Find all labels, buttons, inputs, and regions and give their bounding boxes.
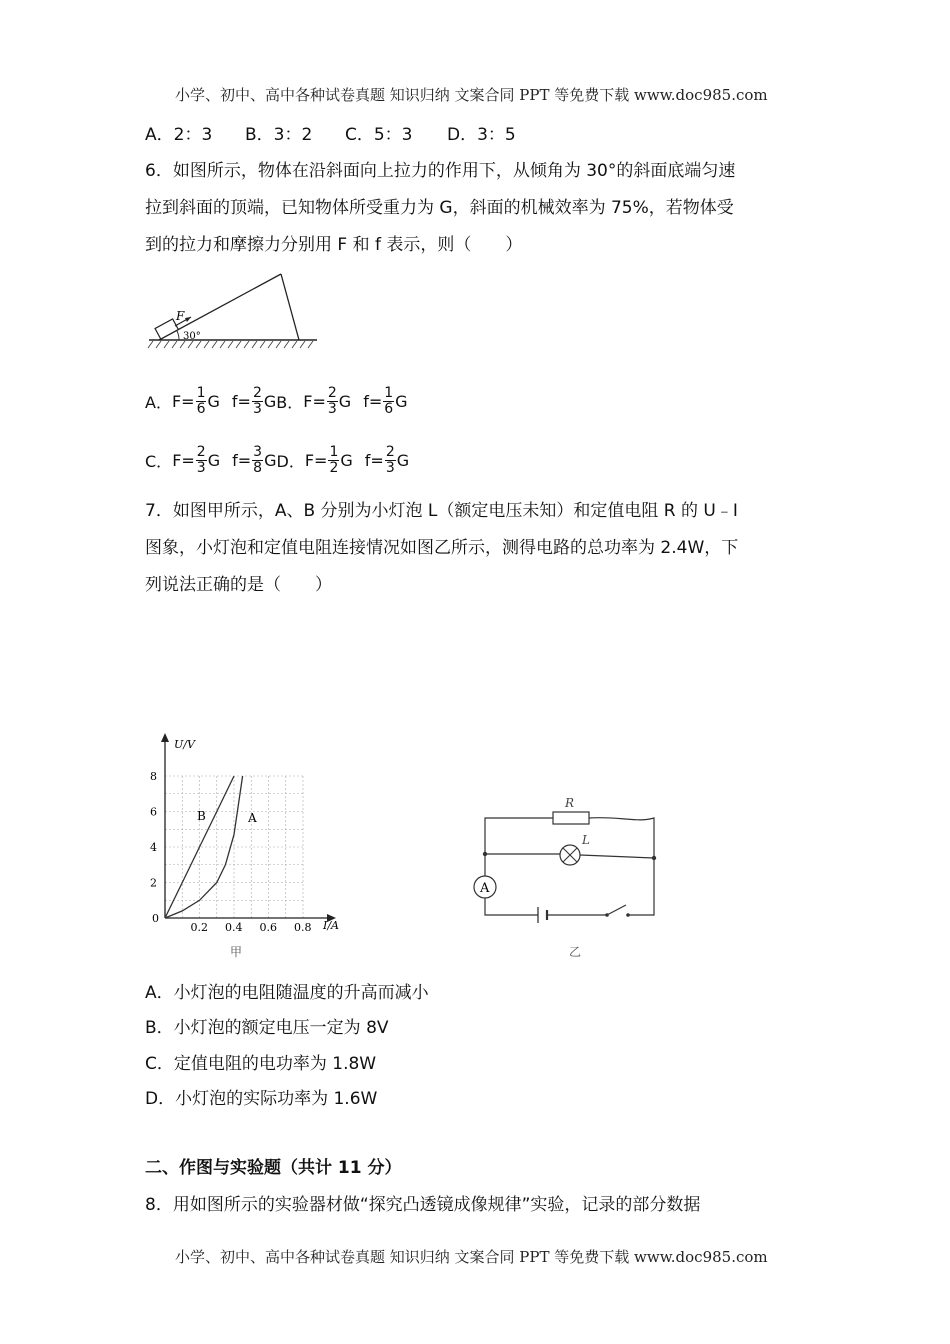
q6-option-a-f-fraction: $\frac{1}{6}$ <box>196 385 206 417</box>
q6-option-b-f-fraction: $\frac{2}{3}$ <box>327 385 337 417</box>
y-tick-label: 4 <box>150 841 157 854</box>
y-tick-label: 6 <box>150 805 157 819</box>
wire-bottom-right <box>628 858 654 915</box>
section-2-heading: 二、作图与实验题（共计 11 分） <box>145 1158 402 1178</box>
q6-option-b-friction: f= <box>363 391 383 411</box>
q6-option-d-g2: G <box>396 450 410 470</box>
q6-option-d-label: D． <box>276 451 305 471</box>
q6-option-a-f: F= <box>171 391 195 411</box>
page-header: 小学、初中、高中各种试卷真题 知识归纳 文案合同 PPT 等免费下载 www.doc985.com <box>175 86 768 104</box>
q6-option-d-g1: G <box>340 450 353 470</box>
junction-left <box>483 852 487 856</box>
q6-option-c-label: C． <box>145 451 173 471</box>
q5-option-a: A．2：3 <box>145 125 213 145</box>
series-b-label: B <box>197 809 206 823</box>
force-label: F <box>176 309 185 323</box>
q7-option-a: A．小灯泡的电阻随温度的升高而减小 <box>145 983 429 1003</box>
q5-option-d: D．3：5 <box>447 125 516 145</box>
q5-option-c: C．5：3 <box>345 125 413 145</box>
circuit-caption: 乙 <box>569 945 582 959</box>
q5-option-b: B．3：2 <box>245 125 313 145</box>
q6-option-b-label: B． <box>276 392 304 412</box>
q7-line-1: 7．如图甲所示，A、B 分别为小灯泡 L（额定电压未知）和定值电阻 R 的 U﹣I <box>145 501 738 521</box>
y-tick-label: 8 <box>150 770 157 783</box>
graph-caption: 甲 <box>230 945 243 959</box>
q6-option-c-f-fraction: $\frac{2}{3}$ <box>196 444 206 476</box>
q6-options-ab <box>145 386 408 416</box>
y-axis-label: U/V <box>174 738 195 751</box>
wire-top-left <box>485 818 553 856</box>
q7-option-d: D．小灯泡的实际功率为 1.6W <box>145 1089 378 1109</box>
q6-option-a-g1: G <box>207 391 220 411</box>
q6-option-c-g1: G <box>207 450 221 470</box>
wire-top-right <box>589 818 654 858</box>
q6-option-c-friction: f= <box>232 450 252 470</box>
q7-option-b: B．小灯泡的额定电压一定为 8V <box>145 1018 389 1038</box>
wire-left-lower <box>485 898 538 915</box>
circuit-diagram <box>468 790 668 960</box>
ui-graph <box>140 730 360 970</box>
ammeter-label: A <box>480 881 490 896</box>
x-tick-label: 0.6 <box>259 921 277 934</box>
q6-line-3: 到的拉力和摩擦力分别用 F 和 f 表示，则（ ） <box>145 235 523 255</box>
origin-label: 0 <box>152 912 159 925</box>
q7-line-3: 列说法正确的是（ ） <box>145 575 332 595</box>
q6-option-c-f: F= <box>172 450 195 470</box>
q6-option-d-friction-fraction: $\frac{2}{3}$ <box>385 444 395 476</box>
x-tick-label: 0.4 <box>225 921 243 934</box>
q7-line-2: 图象，小灯泡和定值电阻连接情况如图乙所示，测得电路的总功率为 2.4W，下 <box>145 538 739 558</box>
q6-option-b-g2: G <box>395 391 408 411</box>
lamp-label: L <box>582 833 590 847</box>
q6-option-a-friction: f= <box>231 391 251 411</box>
q6-option-d-f: F= <box>304 450 328 470</box>
junction-right <box>652 856 656 860</box>
page-footer: 小学、初中、高中各种试卷真题 知识归纳 文案合同 PPT 等免费下载 www.doc985.com <box>175 1248 768 1266</box>
q6-options-cd <box>145 445 409 475</box>
lamp <box>560 845 580 865</box>
x-tick-label: 0.8 <box>294 921 312 934</box>
q6-option-c-g2: G <box>264 450 277 470</box>
series-a-line <box>165 776 243 918</box>
q6-option-c-friction-fraction: $\frac{3}{8}$ <box>253 444 263 476</box>
incline-figure <box>145 270 320 352</box>
q6-line-2: 拉到斜面的顶端，已知物体所受重力为 G，斜面的机械效率为 75%，若物体受 <box>145 198 734 218</box>
q6-option-a-f-friction-fraction: $\frac{2}{3}$ <box>252 385 262 417</box>
wire-mid-right <box>580 855 654 858</box>
q8-line-1: 8．用如图所示的实验器材做“探究凸透镜成像规律”实验，记录的部分数据 <box>145 1195 701 1215</box>
resistor <box>553 812 589 824</box>
q7-option-c: C．定值电阻的电功率为 1.8W <box>145 1054 377 1074</box>
x-axis-label: I/A <box>323 919 339 932</box>
angle-label: 30° <box>183 331 201 342</box>
q6-option-d-friction: f= <box>364 450 384 470</box>
switch <box>605 905 630 917</box>
block <box>155 319 178 339</box>
q6-option-a-label: A． <box>145 392 172 412</box>
q6-option-b-f: F= <box>303 391 326 411</box>
q6-option-a-g2: G <box>263 391 277 411</box>
q6-option-b-g1: G <box>338 391 352 411</box>
y-tick-label: 2 <box>150 876 157 890</box>
series-a-label: A <box>248 811 257 825</box>
resistor-label: R <box>565 796 575 810</box>
q6-option-b-friction-fraction: $\frac{1}{6}$ <box>384 385 394 417</box>
x-tick-label: 0.2 <box>190 921 208 934</box>
q6-line-1: 6．如图所示，物体在沿斜面向上拉力的作用下，从倾角为 30°的斜面底端匀速 <box>145 161 736 181</box>
battery <box>538 907 547 923</box>
q6-option-d-f-fraction: $\frac{1}{2}$ <box>329 444 339 476</box>
